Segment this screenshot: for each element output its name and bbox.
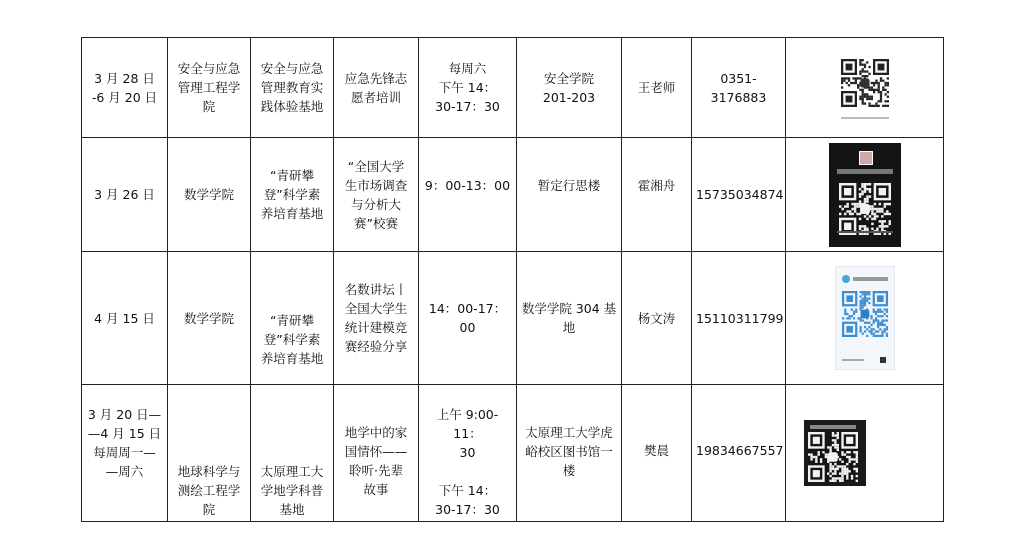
college-cell (168, 138, 251, 252)
date-cell (82, 138, 168, 252)
contact-cell (622, 38, 692, 138)
time-cell (419, 38, 517, 138)
contact-text: 王老师 (637, 80, 676, 95)
qr-cell (786, 385, 944, 522)
base-text: “青研攀 登”科学素 养培育基地 (260, 313, 324, 366)
college-text: 地球科学与 测绘工程学 院 (177, 464, 241, 517)
date-text: 4 月 15 日 (94, 310, 155, 326)
location-text: 暂定行思楼 (537, 178, 601, 193)
college-cell (168, 385, 251, 522)
contact-cell (622, 385, 692, 522)
contact-text: 杨文涛 (637, 310, 676, 326)
college-text: 数学学院 (183, 310, 234, 326)
college-cell (168, 38, 251, 138)
location-text: 数学学院 304 基 地 (521, 301, 617, 335)
phone-text: 0351-3176883 (710, 70, 767, 105)
date-cell (82, 385, 168, 522)
qr-code-icon (837, 57, 893, 119)
date-cell (82, 252, 168, 385)
date-text: 3 月 26 日 (94, 187, 155, 202)
activity-cell (334, 385, 419, 522)
base-cell (251, 385, 334, 522)
base-text: 安全与应急 管理教育实 践体验基地 (260, 61, 324, 114)
qr-cell (786, 38, 944, 138)
base-cell (251, 138, 334, 252)
base-cell (251, 38, 334, 138)
location-cell (517, 385, 622, 522)
phone-cell (692, 385, 786, 522)
phone-text: 19834667557 (696, 443, 784, 458)
location-cell (517, 38, 622, 138)
contact-text: 霍湘舟 (637, 178, 676, 193)
qr-code-icon (804, 420, 866, 486)
activity-cell (334, 38, 419, 138)
base-cell (251, 252, 334, 385)
time-text: 上午 9:00-11： 30 下午 14： 30-17：30 (435, 407, 500, 517)
qr-code-icon (829, 143, 901, 247)
base-text: 太原理工大 学地学科普 基地 (260, 464, 324, 517)
activity-text: “全国大学 生市场调查 与分析大 赛”校赛 (344, 158, 408, 231)
schedule-table (81, 37, 944, 522)
location-cell (517, 138, 622, 252)
date-text: 3 月 20 日— —4 月 15 日 每周周一— —周六 (87, 407, 162, 479)
activity-text: 应急先锋志 愿者培训 (344, 70, 408, 105)
date-text: 3 月 28 日 -6 月 20 日 (91, 70, 158, 105)
phone-text: 15110311799 (696, 310, 784, 326)
phone-cell (692, 252, 786, 385)
table-row (82, 252, 944, 385)
table-row (82, 385, 944, 522)
activity-cell (334, 138, 419, 252)
phone-cell (692, 138, 786, 252)
college-cell (168, 252, 251, 385)
college-text: 数学学院 (183, 187, 234, 202)
activity-text: 名数讲坛丨 全国大学生 统计建模竞 赛经验分享 (344, 282, 408, 354)
qr-code-icon (835, 266, 895, 370)
time-text: 9：00-13：00 (424, 178, 511, 193)
contact-cell (622, 252, 692, 385)
table-row (82, 38, 944, 138)
activity-text: 地学中的家 国情怀—— 聆听·先辈 故事 (344, 425, 408, 497)
college-text: 安全与应急 管理工程学 院 (177, 61, 241, 114)
table-row (82, 138, 944, 252)
contact-cell (622, 138, 692, 252)
phone-text: 15735034874 (696, 187, 784, 202)
location-text: 安全学院 201-203 (542, 70, 596, 105)
phone-cell (692, 38, 786, 138)
contact-text: 樊晨 (643, 443, 669, 458)
location-text: 太原理工大学虎 峪校区图书馆一 楼 (525, 425, 613, 478)
time-cell (419, 385, 517, 522)
location-cell (517, 252, 622, 385)
qr-cell (786, 138, 944, 252)
activity-cell (334, 252, 419, 385)
time-cell (419, 138, 517, 252)
qr-cell (786, 252, 944, 385)
time-cell (419, 252, 517, 385)
base-text: “青研攀 登”科学素 养培育基地 (260, 168, 324, 221)
time-text: 每周六 下午 14： 30-17：30 (435, 61, 500, 114)
date-cell (82, 38, 168, 138)
time-text: 14：00-17：00 (428, 301, 507, 335)
